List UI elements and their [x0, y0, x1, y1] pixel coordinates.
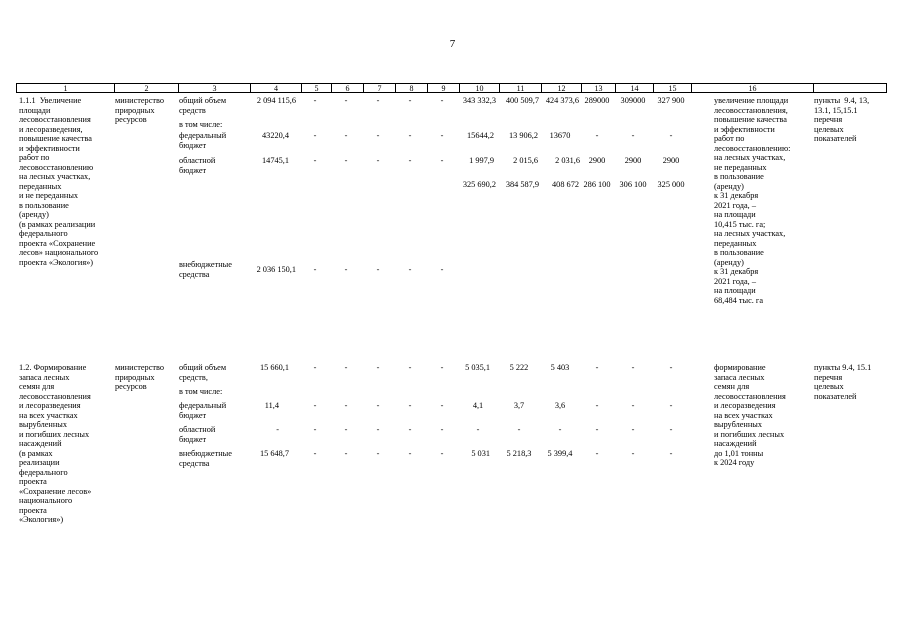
row2-total-y1: 5 035,1	[465, 363, 490, 372]
row2-regional-col7: -	[376, 425, 380, 434]
header-col-6: 6	[331, 84, 363, 93]
row1-extra-col6: -	[344, 265, 348, 274]
row1-federal-col6: -	[344, 131, 348, 140]
header-col-11: 11	[499, 84, 541, 93]
row2-extra-col7: -	[376, 449, 380, 458]
row2-regional-col6: -	[344, 425, 348, 434]
row1-indicators: пункты 9.4, 13, 13.1, 15,15.1 перечня целевых показателей	[814, 96, 870, 143]
row2-extra-y5: -	[631, 449, 635, 458]
row1-extra-y1: 325 690,2	[462, 180, 496, 189]
row2-federal-col8: -	[408, 401, 412, 410]
row2-federal-y5: -	[631, 401, 635, 410]
row1-regional-col7: -	[376, 156, 380, 165]
row2-federal-col5: -	[313, 401, 317, 410]
row1-source-included: в том числе:	[179, 120, 223, 129]
row1-extra-y2: 384 587,9	[505, 180, 539, 189]
row2-total-y2: 5 222	[509, 363, 529, 372]
row1-extra-y3: 408 672	[552, 180, 579, 189]
row1-regional-sum: 14745,1	[262, 156, 289, 165]
header-col-17	[813, 84, 888, 93]
row2-total-col9: -	[440, 363, 444, 372]
row1-total-col9: -	[440, 96, 444, 105]
row2-extra-col6: -	[344, 449, 348, 458]
row1-title: 1.1.1 Увеличение площади лесовосстановления и лесоразведения, повышение качества и эффективности работ по лесовосстановлению на лесных участках, переданных и не переданных в пользование (аренду) (в рамках реализации федерального проекта «Сохранение лесов» национального проекта «Экология»)	[19, 96, 99, 267]
row1-total-col5: -	[313, 96, 317, 105]
row1-federal-col7: -	[376, 131, 380, 140]
row2-source-included: в том числе:	[179, 387, 223, 396]
row1-regional-col8: -	[408, 156, 412, 165]
row1-total-col7: -	[376, 96, 380, 105]
row2-federal-y2: 3,7	[513, 401, 525, 410]
row1-extra-y5: 306 100	[619, 180, 647, 189]
row1-federal-y1: 15644,2	[467, 131, 494, 140]
row2-federal-col6: -	[344, 401, 348, 410]
row2-executor: министерство природных ресурсов	[115, 363, 165, 391]
row2-federal-col7: -	[376, 401, 380, 410]
row2-regional-col9: -	[440, 425, 444, 434]
row1-federal-y6: -	[669, 131, 673, 140]
row1-regional-y5: 2900	[624, 156, 642, 165]
row2-source-regional: областной бюджет	[179, 425, 216, 444]
row1-regional-y3: 2 031,6	[555, 156, 580, 165]
row1-extra-col5: -	[313, 265, 317, 274]
row1-federal-sum: 43220,4	[262, 131, 289, 140]
header-col-8: 8	[395, 84, 427, 93]
header-col-4: 4	[250, 84, 301, 93]
page-number: 7	[449, 38, 456, 50]
row1-federal-y3: 13670	[549, 131, 571, 140]
header-col-3: 3	[178, 84, 250, 93]
row2-federal-y3: 3,6	[554, 401, 566, 410]
header-col-13: 13	[581, 84, 615, 93]
row2-total-y3: 5 403	[550, 363, 570, 372]
row2-total-y5: -	[631, 363, 635, 372]
row2-indicators: пункты 9.4, 15.1 перечня целевых показателей	[814, 363, 872, 401]
row2-regional-y5: -	[631, 425, 635, 434]
row2-extra-col5: -	[313, 449, 317, 458]
row2-federal-y6: -	[669, 401, 673, 410]
row2-total-y6: -	[669, 363, 673, 372]
header-col-14: 14	[615, 84, 653, 93]
row1-federal-col9: -	[440, 131, 444, 140]
row2-extra-y4: -	[595, 449, 599, 458]
row1-source-extrabudget: внебюджетные средства	[179, 260, 232, 279]
row2-source-federal: федеральный бюджет	[179, 401, 227, 420]
row2-federal-y4: -	[595, 401, 599, 410]
row2-title: 1.2. Формирование запаса лесных семян для лесовосстановления и лесоразведения на всех участках вырубленных и погибших лесных насаждений (в рамках реализации федерального проекта «Сохранение лесов» национального проекта «Экология»)	[19, 363, 92, 524]
header-col-15: 15	[653, 84, 691, 93]
row1-extra-col9: -	[440, 265, 444, 274]
header-col-12: 12	[541, 84, 581, 93]
row1-extrabudget-sum: 2 036 150,1	[256, 265, 296, 274]
row2-source-extrabudget: внебюджетные средства	[179, 449, 232, 468]
row2-regional-y1: -	[476, 425, 480, 434]
row2-regional-col5: -	[313, 425, 317, 434]
row1-total-y4: 289000	[584, 96, 610, 105]
row1-extra-y4: 286 100	[583, 180, 611, 189]
row2-source-total: общий объем средств,	[179, 363, 227, 382]
row2-regional-y3: -	[558, 425, 562, 434]
header-col-16: 16	[691, 84, 813, 93]
row1-regional-y1: 1 997,9	[469, 156, 494, 165]
row1-total-sum: 2 094 115,6	[256, 96, 296, 105]
row1-federal-col8: -	[408, 131, 412, 140]
row1-source-federal: федеральный бюджет	[179, 131, 227, 150]
row2-federal-col9: -	[440, 401, 444, 410]
row1-result: увеличение площади лесовосстановления, повышение качества и эффективности работ по лесовосстановлению: на лесных участках, не переданных в пользование (аренду) к 31 декабря 2021 года, – на площади 10,415 тыс. га; на лесных участках, переданных в пользование (аренду) к 31 декабря 2021 года, – на площади 68,484 тыс. га	[714, 96, 791, 305]
row1-total-y2: 400 509,7	[505, 96, 539, 105]
row1-total-y6: 327 900	[657, 96, 685, 105]
row2-regional-sum: -	[276, 425, 279, 434]
header-col-7: 7	[363, 84, 395, 93]
row1-total-col8: -	[408, 96, 412, 105]
row1-regional-col5: -	[313, 156, 317, 165]
row1-regional-y6: 2900	[662, 156, 680, 165]
row2-extra-col9: -	[440, 449, 444, 458]
row2-total-col5: -	[313, 363, 317, 372]
row2-regional-y4: -	[595, 425, 599, 434]
header-col-1: 1	[63, 84, 68, 93]
row2-extra-y3: 5 399,4	[547, 449, 573, 458]
row2-extra-y2: 5 218,3	[506, 449, 532, 458]
row1-total-y1: 343 332,3	[462, 96, 496, 105]
row1-regional-y4: 2900	[588, 156, 606, 165]
row2-total-col7: -	[376, 363, 380, 372]
header-col-5: 5	[301, 84, 331, 93]
row2-total-y4: -	[595, 363, 599, 372]
row2-extra-y1: 5 031	[471, 449, 490, 458]
row2-regional-y2: -	[517, 425, 521, 434]
row1-extra-y6: 325 000	[657, 180, 685, 189]
row1-extra-col7: -	[376, 265, 380, 274]
row1-total-col6: -	[344, 96, 348, 105]
row1-regional-y2: 2 015,6	[513, 156, 538, 165]
row2-federal-sum: 11,4	[264, 401, 279, 410]
row1-source-regional: областной бюджет	[179, 156, 216, 175]
row2-regional-y6: -	[669, 425, 673, 434]
row2-federal-y1: 4,1	[472, 401, 484, 410]
row2-extra-y6: -	[669, 449, 673, 458]
header-col-9: 9	[427, 84, 459, 93]
header-col-2: 2	[114, 84, 178, 93]
row1-federal-y2: 13 906,2	[508, 131, 538, 140]
row1-federal-col5: -	[313, 131, 317, 140]
row2-result: формирование запаса лесных семян для лесовосстановления и лесоразведения на всех участках вырубленных и погибших лесных насаждений до 1,01 тонны к 2024 году	[714, 363, 786, 467]
row1-total-y5: 309000	[620, 96, 646, 105]
row1-regional-col9: -	[440, 156, 444, 165]
row2-extrabudget-sum: 15 648,7	[259, 449, 289, 458]
row2-total-sum: 15 660,1	[259, 363, 289, 372]
table-header-row	[16, 83, 887, 93]
row2-total-col6: -	[344, 363, 348, 372]
row2-regional-col8: -	[408, 425, 412, 434]
row1-source-total: общий объем средств	[179, 96, 227, 115]
row1-executor: министерство природных ресурсов	[115, 96, 165, 124]
header-col-10: 10	[459, 84, 499, 93]
row1-regional-col6: -	[344, 156, 348, 165]
row2-total-col8: -	[408, 363, 412, 372]
row1-total-y3: 424 373,6	[545, 96, 579, 105]
row1-extra-col8: -	[408, 265, 412, 274]
row2-extra-col8: -	[408, 449, 412, 458]
row1-federal-y4: -	[595, 131, 599, 140]
row1-federal-y5: -	[631, 131, 635, 140]
